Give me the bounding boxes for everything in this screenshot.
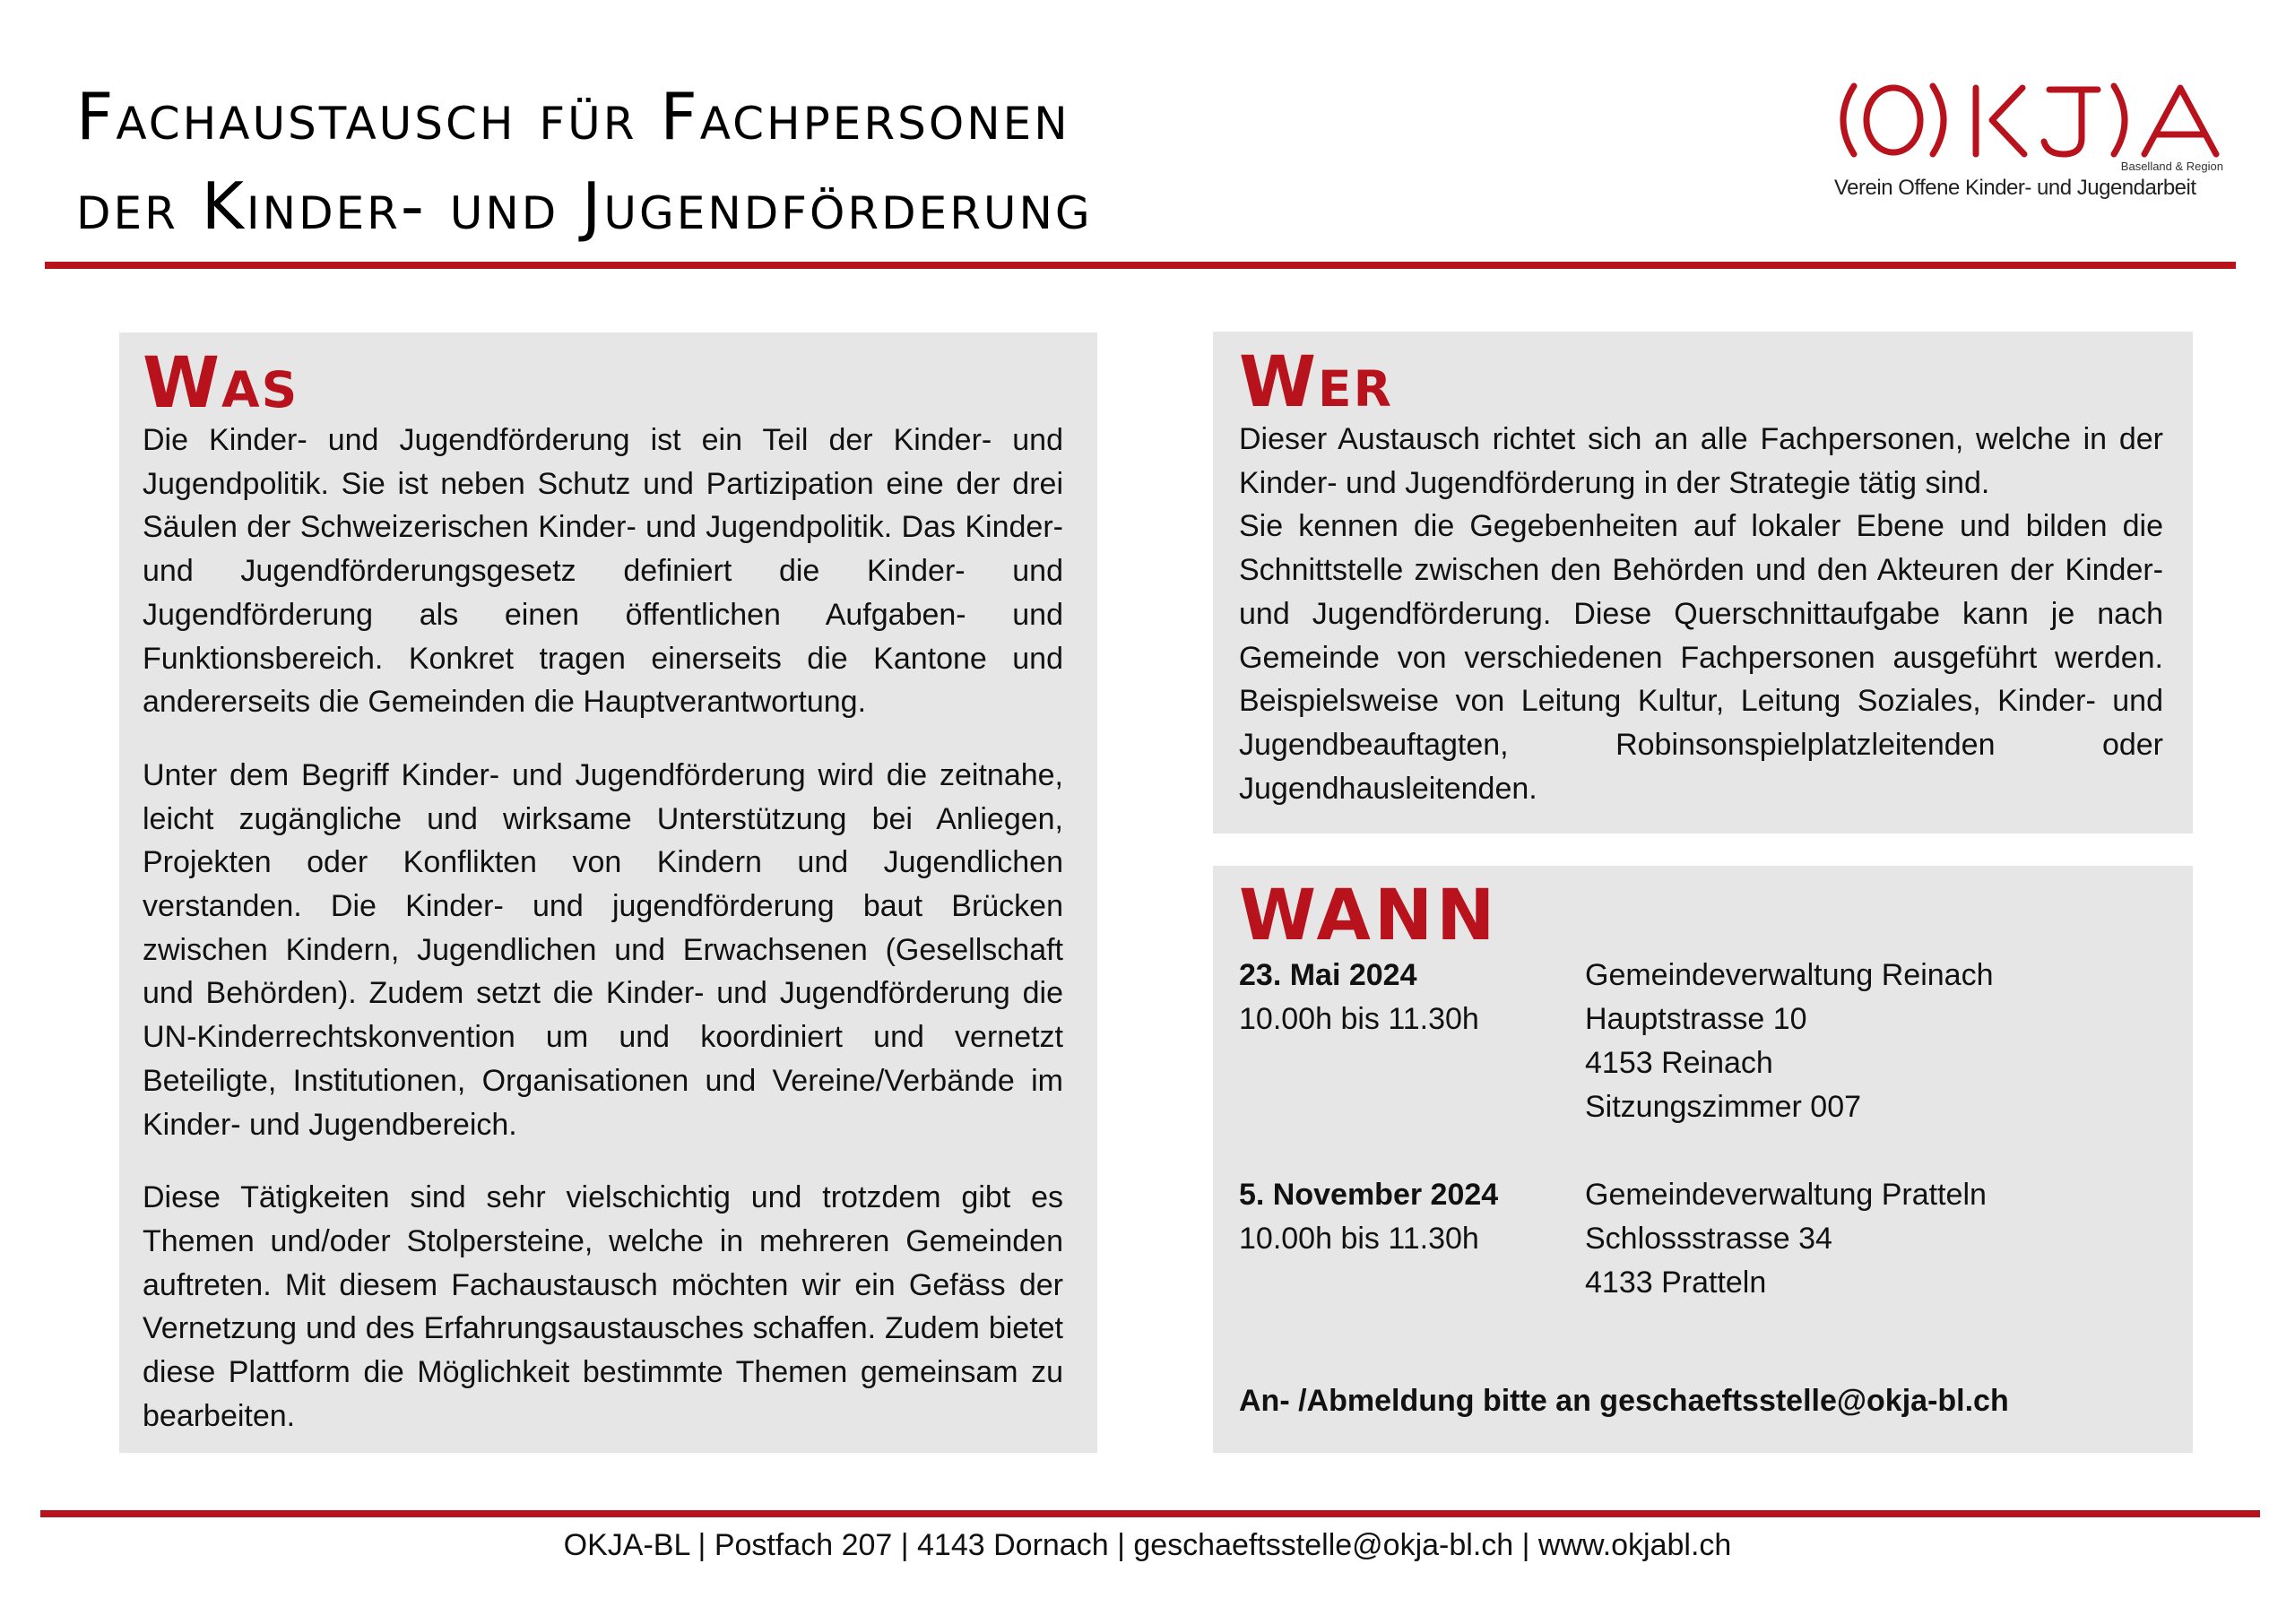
signup-notice: An- /Abmeldung bitte an geschaeftsstelle@okja-bl.ch bbox=[1239, 1384, 2009, 1418]
event-location-line: Sitzungszimmer 007 bbox=[1585, 1090, 1862, 1124]
section-wer-body bbox=[1239, 418, 2163, 810]
event-location-line: Schlossstrasse 34 bbox=[1585, 1222, 1832, 1256]
page-title bbox=[76, 72, 1511, 251]
event-time: 10.00h bis 11.30h bbox=[1239, 1002, 1479, 1036]
title-line-2: der Kinder- und Jugendförderung bbox=[76, 168, 1093, 244]
event-when bbox=[1239, 954, 1585, 1129]
section-was-paragraph-2: Unter dem Begriff Kinder- und Jugendförderung wird die zeitnahe, leicht zugängliche und wirksame Unterstützung bei Anliegen, Projekten oder Konflikten von Kindern und Jugendlichen verstanden. Die Kinder- und jugendförderung baut Brücken zwischen Kindern, Jugendlichen und Erwachsenen (Gesellschaft und Behörden). Zudem setzt die Kinder- und Jugendförderung die UN-Kinderrechtskonvention um und koordiniert und vernetzt Beteiligte, Institutionen, Organisationen und Vereine/Verbände im Kinder- und Jugendbereich. bbox=[143, 757, 1063, 1142]
event-location-line: Gemeindeverwaltung Reinach bbox=[1585, 958, 1994, 992]
section-wann-heading: WANN bbox=[1239, 876, 1499, 956]
event-location bbox=[1585, 954, 2163, 1129]
event-entry bbox=[1239, 954, 2163, 1129]
event-entry bbox=[1239, 1173, 2163, 1305]
section-wann bbox=[1213, 866, 2193, 1453]
section-was-paragraph-1: Die Kinder- und Jugendförderung ist ein Teil der Kinder- und Jugendpolitik. Sie ist neben Schutz und Partizipation eine der drei Säulen der Schweizerischen Kinder- und Jugendpolitik. Das Kinder- und Jugendförderungsgesetz definiert die Kinder- und Jugendförderung als einen öffentlichen Aufgaben- und Funktionsbereich. Konkret tragen einerseits die Kantone und andererseits die Gemeinden die Hauptverantwortung. bbox=[143, 423, 1063, 720]
section-wer-paragraph-2: Sie kennen die Gegebenheiten auf lokaler Ebene und bilden die Schnittstelle zwischen den Behörden und den Akteuren der Kinder- und Jugendförderung. Diese Querschnittaufgabe kann je nach Gemeinde von verschiedenen Fachpersonen ausgeführt werden. Beispielsweise von Leitung Kultur, Leitung Soziales, Kinder- und Jugendbeauftagten, Robinsonspielplatzleitenden oder Jugendhausleitenden. bbox=[1239, 509, 2163, 806]
section-was-paragraph-3: Diese Tätigkeiten sind sehr vielschichtig und trotzdem gibt es Themen und/oder Stolpersteine, welche in mehreren Gemeinden auftreten. Mit diesem Fachaustausch möchten wir ein Gefäss der Vernetzung und des Erfahrungsaustausches schaffen. Zudem bietet diese Plattform die Möglichkeit bestimmte Themen gemeinsam zu bearbeiten. bbox=[143, 1180, 1063, 1433]
section-wer bbox=[1213, 332, 2193, 834]
event-time: 10.00h bis 11.30h bbox=[1239, 1222, 1479, 1256]
logo-tagline: Verein Offene Kinder- und Jugendarbeit bbox=[1834, 176, 2196, 200]
event-date: 5. November 2024 bbox=[1239, 1178, 1499, 1212]
okja-wordmark-graphic bbox=[1829, 79, 2223, 161]
okja-logo bbox=[1829, 79, 2223, 204]
event-location-line: Hauptstrasse 10 bbox=[1585, 1002, 1807, 1036]
event-date: 23. Mai 2024 bbox=[1239, 958, 1417, 992]
section-was-heading: Was bbox=[143, 343, 299, 424]
footer-divider bbox=[40, 1510, 2260, 1517]
section-was-body bbox=[143, 419, 1063, 1438]
header-divider bbox=[45, 262, 2236, 269]
section-was bbox=[119, 333, 1097, 1453]
event-location bbox=[1585, 1173, 2163, 1305]
event-location-line: 4133 Pratteln bbox=[1585, 1266, 1767, 1300]
event-location-line: Gemeindeverwaltung Pratteln bbox=[1585, 1178, 1987, 1212]
event-location-line: 4153 Reinach bbox=[1585, 1046, 1773, 1080]
event-when bbox=[1239, 1173, 1585, 1305]
title-line-1: Fachaustausch für Fachpersonen bbox=[76, 79, 1070, 154]
footer-contact: OKJA-BL | Postfach 207 | 4143 Dornach | geschaeftsstelle@okja-bl.ch | www.okjabl.ch bbox=[563, 1528, 1732, 1562]
logo-region: Baselland & Region bbox=[2120, 160, 2223, 173]
section-wer-paragraph-1: Dieser Austausch richtet sich an alle Fachpersonen, welche in der Kinder- und Jugendförderung in der Strategie tätig sind. bbox=[1239, 422, 2163, 500]
section-wer-heading: Wer bbox=[1239, 342, 1393, 423]
